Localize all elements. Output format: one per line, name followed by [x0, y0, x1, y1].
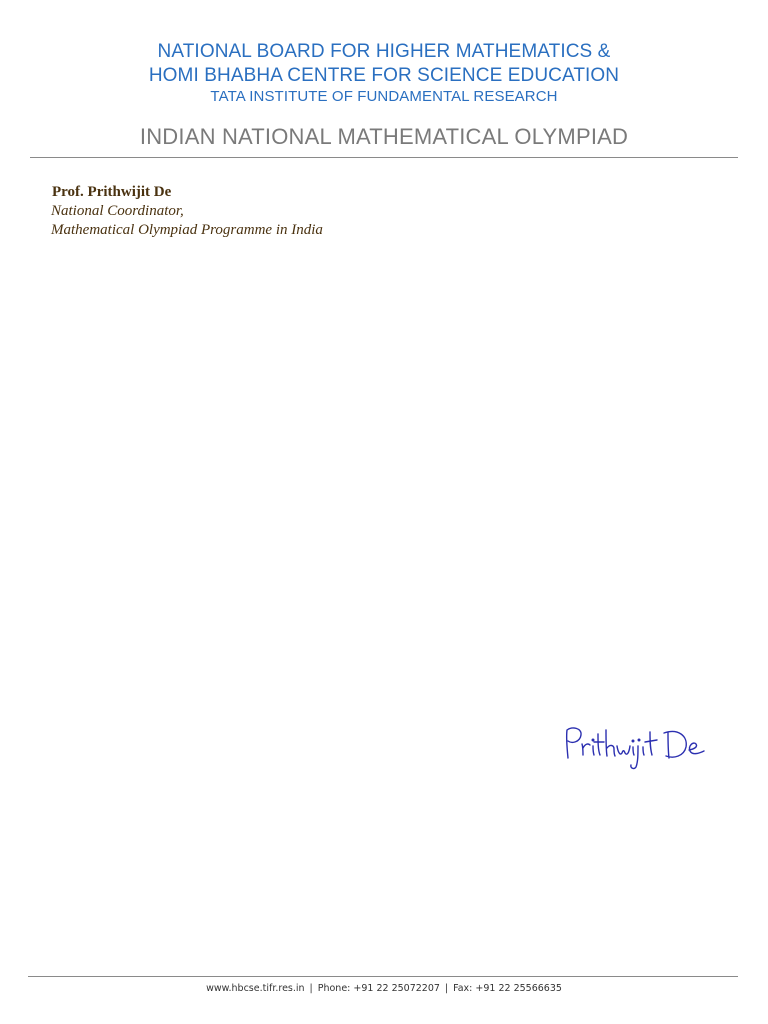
sender-role-title: National Coordinator, — [51, 203, 184, 219]
footer — [0, 982, 768, 996]
sender-role-programme: Mathematical Olympiad Programme in India — [51, 222, 323, 238]
footer-separator: | — [444, 983, 449, 994]
signature-strokes — [567, 728, 704, 769]
footer-fax: Fax: +91 22 25566635 — [453, 983, 562, 994]
sender-name: Prof. Prithwijit De — [52, 184, 172, 200]
signature-image — [558, 720, 710, 772]
footer-divider — [28, 976, 738, 977]
sender-block — [51, 183, 323, 240]
header-divider — [30, 157, 738, 158]
page-title: INDIAN NATIONAL MATHEMATICAL OLYMPIAD — [139, 124, 629, 149]
org-line-hbcse: HOMI BHABHA CENTRE FOR SCIENCE EDUCATION — [148, 65, 620, 86]
footer-phone: Phone: +91 22 25072207 — [317, 983, 440, 994]
org-line-tifr: TATA INSTITUTE OF FUNDAMENTAL RESEARCH — [210, 88, 558, 105]
footer-website: www.hbcse.tifr.res.in — [206, 983, 305, 994]
org-line-nbhm: NATIONAL BOARD FOR HIGHER MATHEMATICS & — [157, 41, 611, 62]
footer-separator: | — [309, 983, 313, 994]
letterhead — [0, 40, 768, 106]
